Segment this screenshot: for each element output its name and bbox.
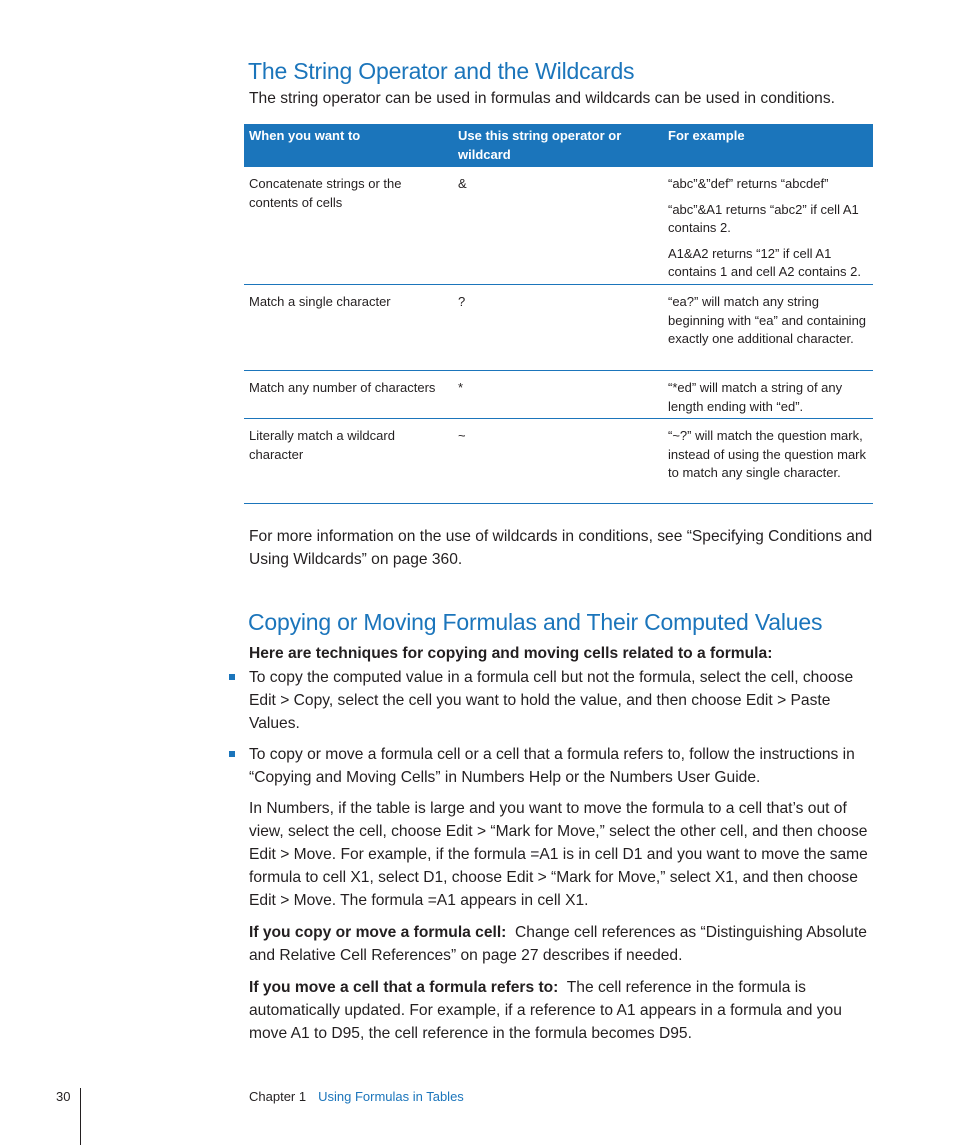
section-heading-string-operator: The String Operator and the Wildcards: [248, 58, 635, 84]
table-row: [244, 285, 873, 371]
chapter-footer: [249, 1089, 464, 1104]
chapter-title: Using Formulas in Tables: [318, 1089, 464, 1104]
example-text: “~?” will match the question mark, instead of using the question mark to match any single character.: [668, 428, 867, 480]
copy-formula-label: If you copy or move a formula cell:: [249, 924, 507, 941]
table-row: [244, 419, 873, 504]
example-text: A1&A2 returns “12” if cell A1 contains 1 and cell A2 contains 2.: [668, 245, 861, 279]
cell-example: [663, 419, 873, 503]
header-when-you-want-to: When you want to: [249, 128, 361, 143]
more-info-paragraph: For more information on the use of wildcards in conditions, see “Specifying Conditions and Using Wildcards” on page 360.: [249, 528, 873, 568]
table-row: [244, 167, 873, 285]
copy-formula-paragraph: [249, 921, 873, 967]
move-cell-paragraph: [249, 976, 873, 1045]
bullet-icon: [229, 751, 235, 757]
page-number: 30: [56, 1089, 71, 1104]
section-heading-copying-moving: Copying or Moving Formulas and Their Computed Values: [248, 609, 823, 635]
string-operator-table: [244, 124, 873, 504]
cell-want: Match a single character: [249, 294, 391, 309]
table-row: [244, 371, 873, 419]
move-cell-text: The cell reference in the formula is automatically updated. For example, if a reference to A1 appears in a formula and you move A1 to D95, the cell reference in the formula becomes D95.: [249, 979, 842, 1042]
bullet-item-copy-value: To copy the computed value in a formula cell but not the formula, select the cell, choose Edit > Copy, select the cell you want to hold the value, and then choose Edit > Paste Values.: [249, 669, 854, 732]
intro-paragraph: The string operator can be used in formulas and wildcards can be used in conditions.: [249, 90, 835, 107]
cell-want: Literally match a wildcard character: [249, 428, 395, 462]
cell-example: [663, 167, 873, 284]
header-for-example: For example: [668, 128, 745, 143]
cell-operator: ~: [458, 428, 466, 443]
cell-operator: *: [458, 380, 464, 395]
example-text: “abc”&”def” returns “abcdef”: [668, 176, 829, 191]
table-header-row: [244, 124, 873, 167]
move-cell-label: If you move a cell that a formula refers to:: [249, 979, 559, 996]
example-text: “abc”&A1 returns “abc2” if cell A1 contains 2.: [668, 201, 859, 235]
mark-for-move-paragraph: In Numbers, if the table is large and you want to move the formula to a cell that’s out of view, select the cell, choose Edit > “Mark for Move,” select the other cell, and then choose Edit > Move. For example, if the formula =A1 is in cell D1 and you want to move the same formula to cell X1, select D1, choose Edit > “Mark for Move,” select X1, and then choose Edit > Move. The formula =A1 appears in cell X1.: [249, 800, 868, 909]
cell-operator: ?: [458, 294, 466, 309]
lead-paragraph: Here are techniques for copying and moving cells related to a formula:: [249, 645, 773, 662]
cell-example: [663, 371, 873, 418]
cell-want: Concatenate strings or the contents of cells: [249, 176, 402, 210]
header-operator-or-wildcard: Use this string operator or wildcard: [458, 128, 622, 162]
footer-divider: [80, 1088, 81, 1145]
cell-want: Match any number of characters: [249, 380, 436, 395]
cell-operator: &: [458, 176, 467, 191]
copy-formula-text: Change cell references as “Distinguishing Absolute and Relative Cell References” on page 27 describes if needed.: [249, 924, 867, 964]
cell-example: [663, 285, 873, 370]
example-text: “ea?” will match any string beginning with “ea” and containing exactly one additional character.: [668, 294, 867, 346]
bullet-item-copy-move: To copy or move a formula cell or a cell that a formula refers to, follow the instructions in “Copying and Moving Cells” in Numbers Help or the Numbers User Guide.: [249, 746, 855, 786]
example-text: “*ed” will match a string of any length ending with “ed”.: [668, 380, 843, 414]
bullet-icon: [229, 674, 235, 680]
chapter-label: Chapter 1: [249, 1089, 307, 1104]
